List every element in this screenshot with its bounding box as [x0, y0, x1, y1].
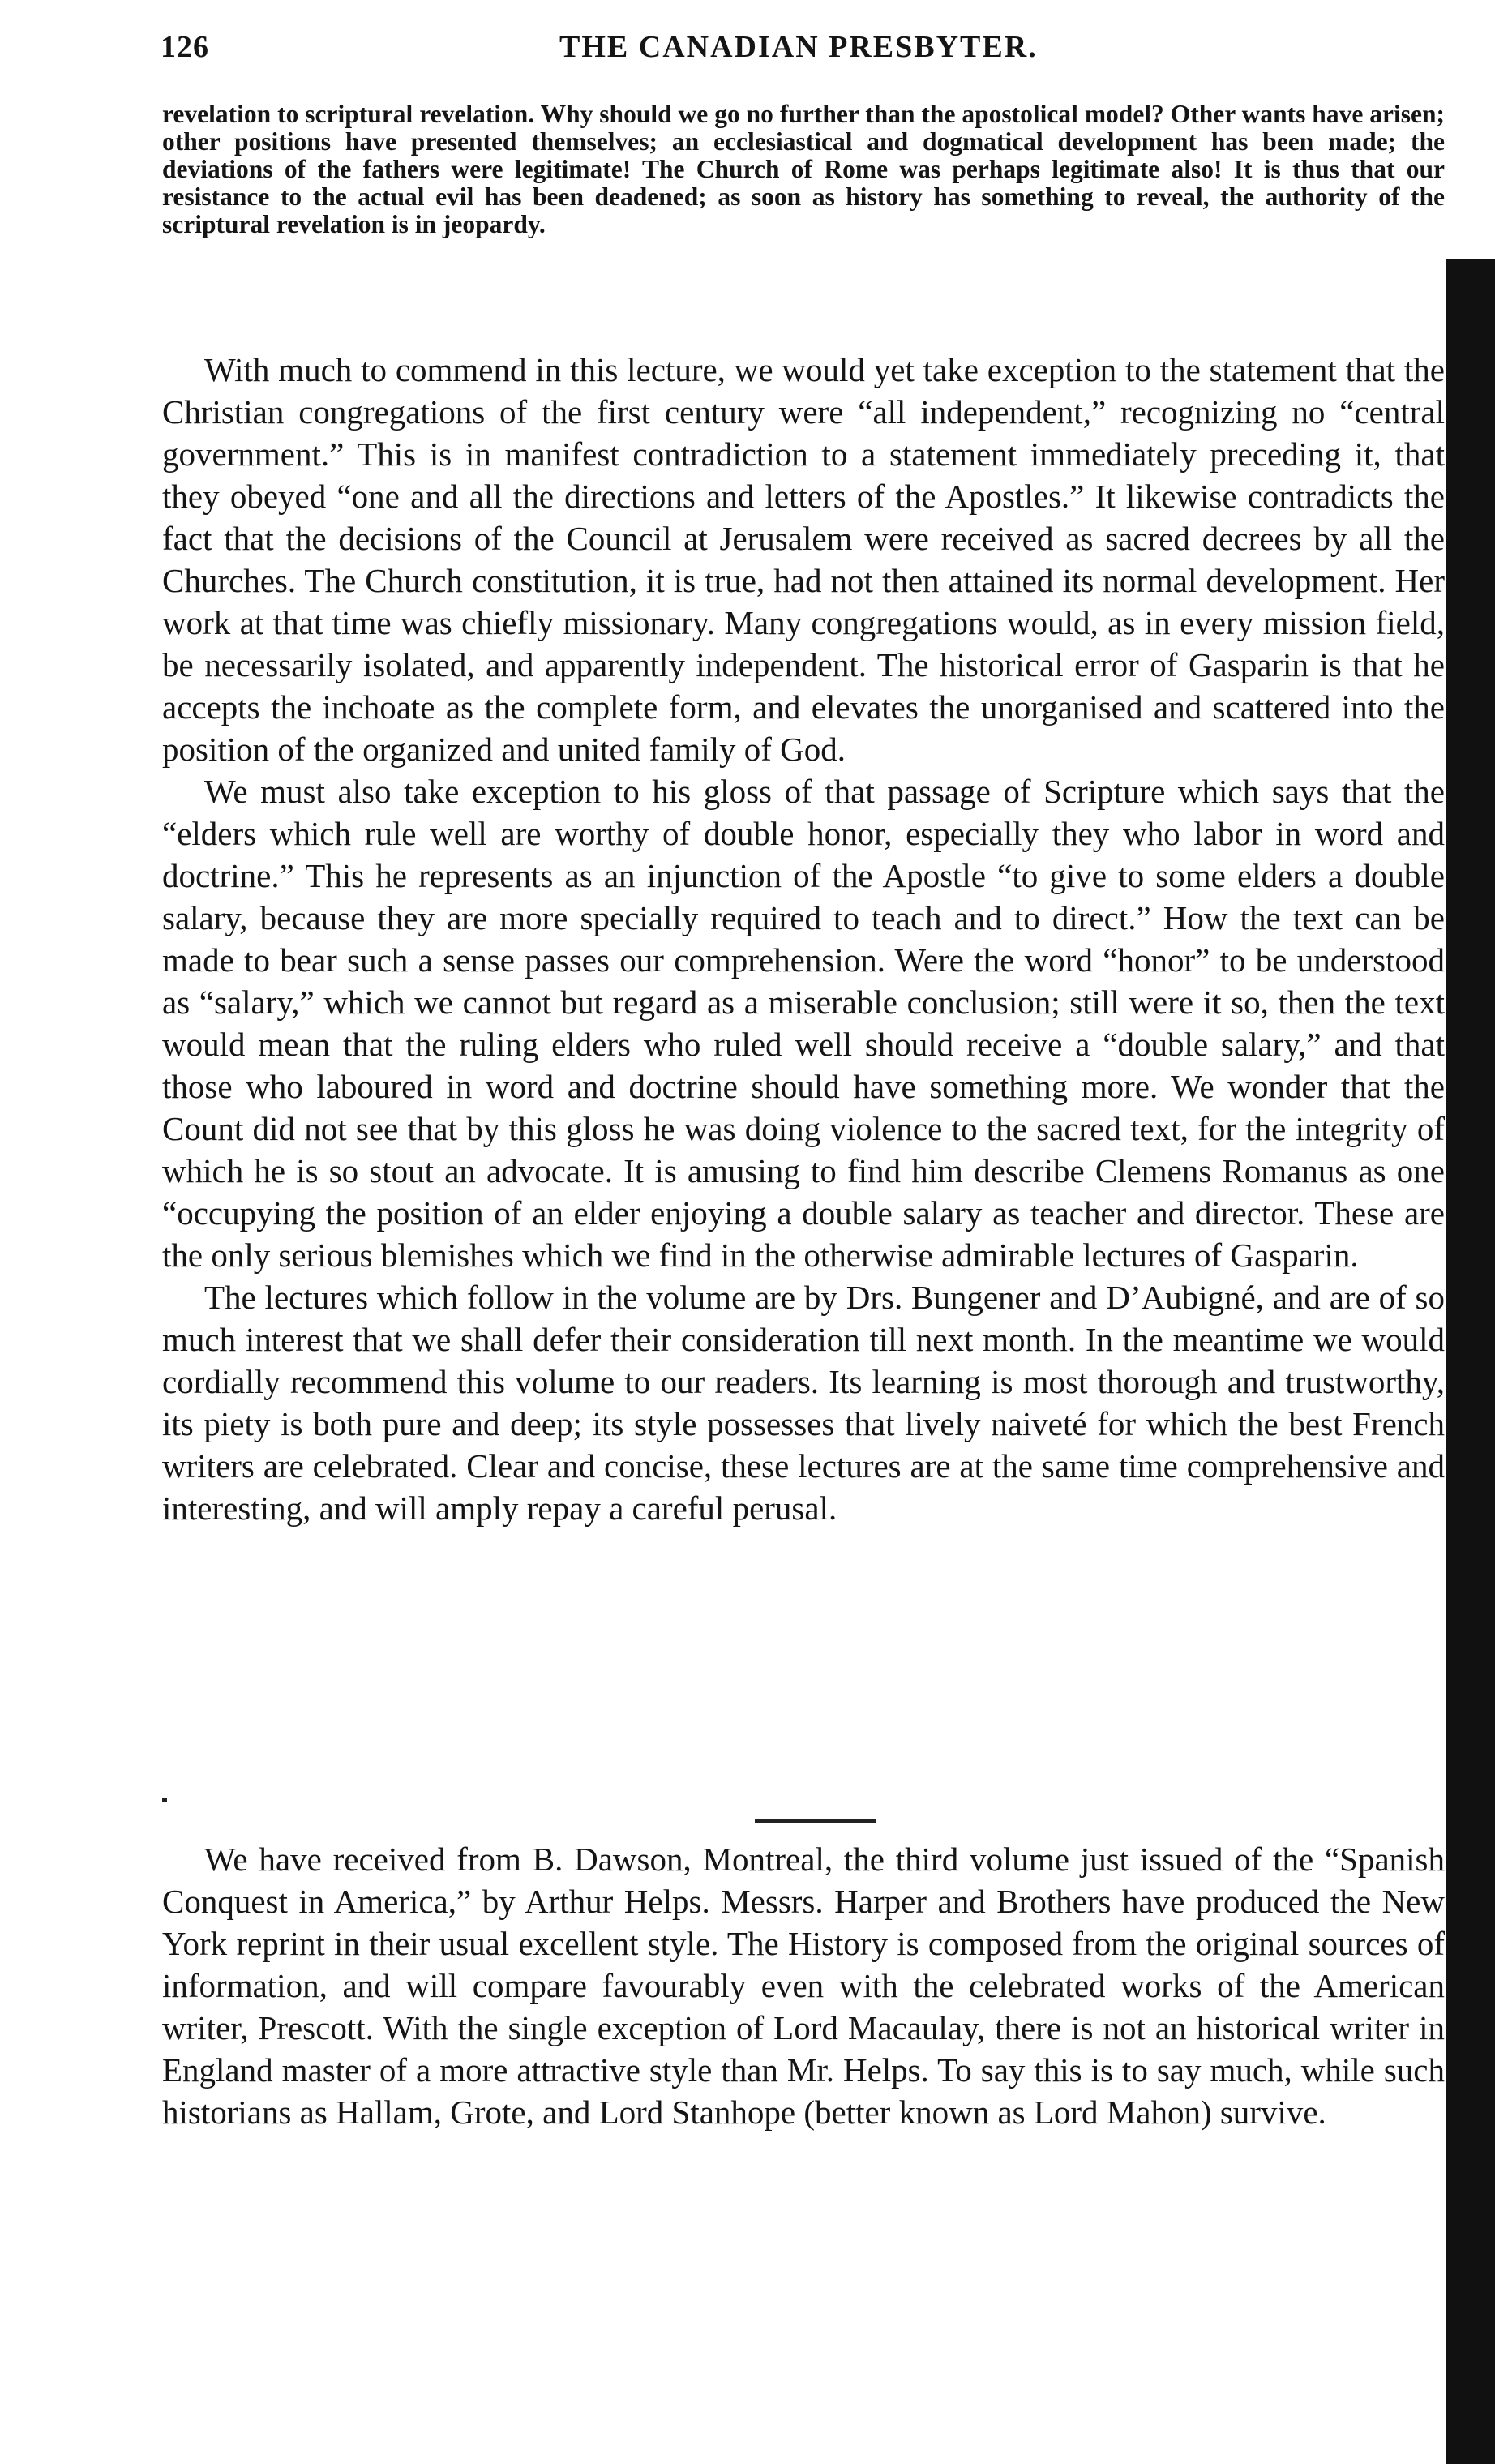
stray-ink-mark	[162, 1798, 167, 1802]
scan-edge-shadow	[1446, 259, 1495, 2464]
section-divider	[755, 1819, 876, 1823]
intro-paragraph: revelation to scriptural revelation. Why should we go no further than the apostolical model? Other wants have arisen; other positions have presented themselves; an ecclesiastical and dogmatical development has been made; the deviations of the fathers were legitimate! The Church of Rome was perhaps legitimate also! It is thus that our resistance to the actual evil has been deadened; as soon as history has something to reveal, the authority of the scriptural revelation is in jeopardy.	[162, 100, 1445, 238]
intro-paragraph-block	[162, 101, 1445, 238]
body-paragraph: With much to commend in this lecture, we would yet take exception to the statement that the Christian congregations of the first century were “all independent,” recognizing no “central government.” This is in manifest contradiction to a statement immediately preceding it, that they obeyed “one and all the directions and letters of the Apostles.” It likewise contradicts the fact that the decisions of the Council at Jerusalem were received as sacred decrees by all the Churches. The Church constitution, it is true, had not then attained its normal development. Her work at that time was chiefly missionary. Many congregations would, as in every mission field, be necessarily isolated, and apparently independent. The historical error of Gasparin is that he accepts the inchoate as the complete form, and elevates the unorganised and scattered into the position of the organized and united family of God.	[162, 351, 1445, 768]
running-head: THE CANADIAN PRESBYTER.	[559, 30, 1038, 64]
review-body	[162, 349, 1445, 1529]
body-paragraph: The lectures which follow in the volume are by Drs. Bungener and D’Aubigné, and are of so much interest that we shall defer their consideration till next month. In the meantime we would cordially recommend this volume to our readers. Its learning is most thorough and trustworthy, its piety is both pure and deep; its style possesses that lively naiveté for which the best French writers are celebrated. Clear and concise, these lectures are at the same time comprehensive and interesting, and will amply repay a careful perusal.	[162, 1279, 1445, 1527]
body-paragraph: We must also take exception to his gloss of that passage of Scripture which says that the “elders which rule well are worthy of double honor, especially they who labor in word and doctrine.” This he represents as an injunction of the Apostle “to give to some elders a double salary, because they are more specially required to teach and to direct.” How the text can be made to bear such a sense passes our comprehension. Were the word “honor” to be understood as “salary,” which we cannot but regard as a miserable conclusion; still were it so, then the text would mean that the ruling elders who ruled well should receive a “double salary,” and that those who laboured in word and doctrine should have something more. We wonder that the Count did not see that by this gloss he was doing violence to the sacred text, for the integrity of which he is so stout an advocate. It is amusing to find him describe Clemens Romanus as one “occupying the position of an elder enjoying a double salary as teacher and director. These are the only serious blemishes which we find in the otherwise admirable lectures of Gasparin.	[162, 773, 1445, 1274]
notice-body	[162, 1838, 1445, 2133]
notice-paragraph: We have received from B. Dawson, Montreal, the third volume just issued of the “Spanish Conquest in America,” by Arthur Helps. Messrs. Harper and Brothers have produced the New York reprint in their usual excellent style. The History is composed from the original sources of information, and will compare favourably even with the celebrated works of the American writer, Prescott. With the single exception of Lord Macaulay, there is not an historical writer in England master of a more attractive style than Mr. Helps. To say this is to say much, while such historians as Hallam, Grote, and Lord Stanhope (better known as Lord Mahon) survive.	[162, 1841, 1445, 2131]
page-number: 126	[161, 30, 209, 64]
